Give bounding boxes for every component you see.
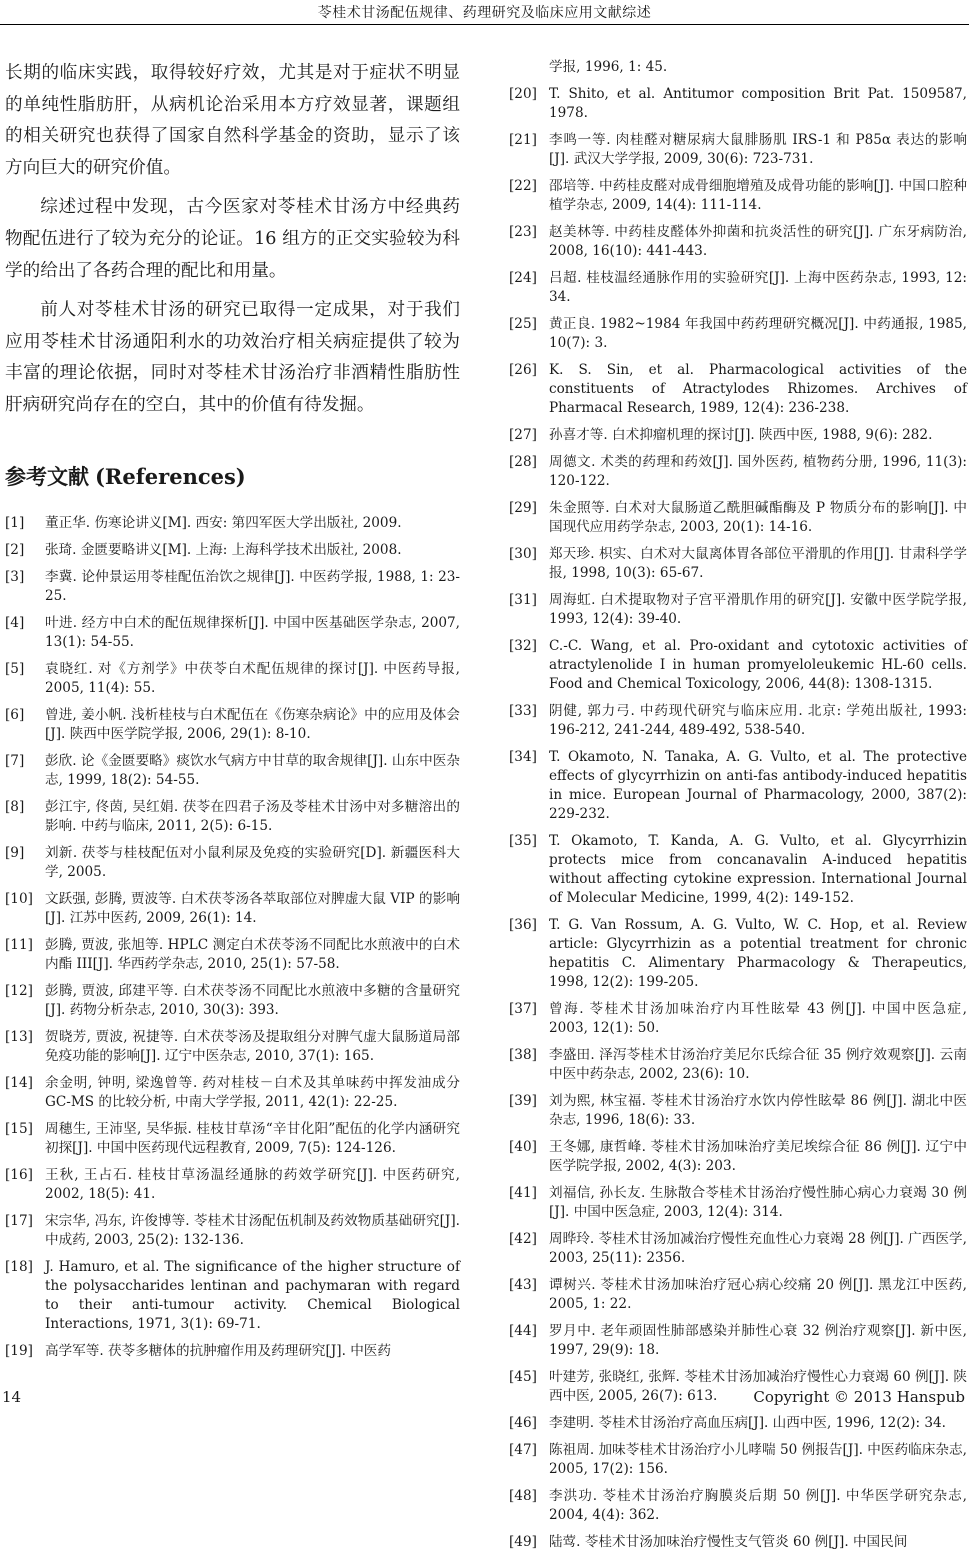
reference-number: [30] (509, 546, 537, 562)
reference-number: [16] (5, 1166, 33, 1183)
reference-text: T. Okamoto, N. Tanaka, A. G. Vulto, et al. The protective effects of glycyrrhizin on anti-fas antibody-induced hepatitis in mice. European Journal of Pharmacology, 2000, 387(2): 229-232. (549, 749, 967, 822)
reference-number: [42] (509, 1231, 537, 1247)
reference-item (509, 85, 967, 123)
header-divider (0, 24, 969, 25)
reference-text: 李鸣一等. 肉桂醛对糖尿病大鼠腓肠肌 IRS-1 和 P85α 表达的影响[J]. 武汉大学学报, 2009, 30(6): 723-731. (549, 132, 967, 167)
reference-text: 阴健, 郭力弓. 中药现代研究与临床应用. 北京: 学苑出版社, 1993: 196-212, 241-244, 489-492, 538-540. (549, 703, 967, 738)
reference-item (5, 1028, 460, 1066)
reference-number: [49] (509, 1534, 537, 1550)
reference-text: 李冀. 论仲景运用苓桂配伍治饮之规律[J]. 中医药学报, 1988, 1: 23-25. (45, 568, 460, 604)
reference-text: K. S. Sin, et al. Pharmacological activities of the constituents of Atractylodes Rhizomes. Archives of Pharmacal Research, 1989, 12(4): 236-238. (549, 362, 967, 416)
reference-text: 叶建芳, 张晓红, 张辉. 苓桂术甘汤加减治疗慢性心力衰竭 60 例[J]. 陕西中医, 2005, 26(7): 613. (549, 1369, 967, 1404)
reference-text: 周德文. 术类的药理和药效[J]. 国外医药, 植物药分册, 1996, 11(3): 120-122. (549, 454, 967, 489)
reference-item (509, 591, 967, 629)
reference-number: [34] (509, 749, 537, 765)
reference-number: [38] (509, 1047, 537, 1063)
reference-item (5, 844, 460, 882)
reference-number: [8] (5, 798, 25, 815)
reference-number: [5] (5, 660, 25, 677)
reference-number: [6] (5, 706, 25, 723)
reference-number: [18] (5, 1258, 33, 1275)
reference-item (509, 361, 967, 418)
reference-item (5, 936, 460, 974)
reference-text: 孙喜才等. 白术抑瘤机理的探讨[J]. 陕西中医, 1988, 9(6): 282. (549, 427, 933, 443)
reference-text: 刘新. 茯苓与桂枝配伍对小鼠利尿及免疫的实验研究[D]. 新疆医科大学, 2005. (45, 844, 460, 880)
reference-number: [31] (509, 592, 537, 608)
reference-item (5, 614, 460, 652)
reference-text: 李洪功. 苓桂术甘汤治疗胸膜炎后期 50 例[J]. 中华医学研究杂志, 2004, 4(4): 362. (549, 1488, 967, 1523)
reference-item (5, 1258, 460, 1334)
reference-text: 宋宗华, 冯东, 许俊博等. 苓桂术甘汤配伍机制及药效物质基础研究[J]. 中成药, 2003, 25(2): 132-136. (45, 1212, 460, 1248)
reference-continuation (509, 58, 967, 77)
reference-number: [15] (5, 1120, 33, 1137)
reference-item (5, 890, 460, 928)
reference-item (509, 426, 967, 445)
reference-text: 彭江宇, 佟茵, 吴红娟. 茯苓在四君子汤及苓桂术甘汤中对多糖溶出的影响. 中药与临床, 2011, 2(5): 6-15. (45, 798, 460, 834)
reference-number: [13] (5, 1028, 33, 1045)
reference-number: [48] (509, 1488, 537, 1504)
reference-number: [12] (5, 982, 33, 999)
reference-item (509, 177, 967, 215)
reference-number: [27] (509, 427, 537, 443)
reference-item (509, 1414, 967, 1433)
reference-number: [35] (509, 833, 537, 849)
reference-item (509, 499, 967, 537)
reference-text: 赵美林等. 中药桂皮醛体外抑菌和抗炎活性的研究[J]. 广东牙病防治, 2008, 16(10): 441-443. (549, 224, 967, 259)
reference-item (509, 702, 967, 740)
reference-number: [33] (509, 703, 537, 719)
reference-item (5, 1074, 460, 1112)
reference-text: 袁晓红. 对《方剂学》中茯苓白术配伍规律的探讨[J]. 中医药导报, 2005, 11(4): 55. (45, 660, 460, 696)
reference-item (5, 568, 460, 606)
reference-item (509, 1138, 967, 1176)
left-column (5, 58, 460, 1369)
reference-item (509, 1046, 967, 1084)
reference-item (5, 1166, 460, 1204)
right-column (509, 58, 967, 1560)
reference-number: [46] (509, 1415, 537, 1431)
reference-number: [37] (509, 1001, 537, 1017)
reference-text: 曾海. 苓桂术甘汤加味治疗内耳性眩晕 43 例[J]. 中国中医急症, 2003, 12(1): 50. (549, 1001, 967, 1036)
reference-number: [23] (509, 224, 537, 240)
references-heading-en: (References) (95, 463, 246, 489)
reference-number: [10] (5, 890, 33, 907)
reference-number: [25] (509, 316, 537, 332)
reference-item (509, 1184, 967, 1222)
reference-number: [2] (5, 541, 25, 558)
reference-number: [43] (509, 1277, 537, 1293)
reference-number: [39] (509, 1093, 537, 1109)
references-heading-zh: 参考文献 (5, 463, 89, 489)
reference-text: T. Okamoto, T. Kanda, A. G. Vulto, et al. Glycyrrhizin protects mice from concanavalin A-induced hepatitis without affecting cytokine expression. International Journal of Molecular Medicine, 1999, 4(2): 149-152. (549, 833, 967, 906)
reference-number: [24] (509, 270, 537, 286)
reference-item (5, 541, 460, 560)
reference-text: 吕超. 桂枝温经通脉作用的实验研究[J]. 上海中医药杂志, 1993, 12: 34. (549, 270, 967, 305)
reference-text: T. G. Van Rossum, A. G. Vulto, W. C. Hop, et al. Review article: Glycyrrhizin as a potential treatment for chronic hepatitis C. Alimentary Pharmacology & Therapeutics, 1998, 12(2): 199-205. (549, 917, 967, 990)
reference-text: 罗月中. 老年顽固性肺部感染并肺性心衰 32 例治疗观察[J]. 新中医, 1997, 29(9): 18. (549, 1323, 967, 1358)
reference-text: 刘为熙, 林宝福. 苓桂术甘汤治疗水饮内停性眩晕 86 例[J]. 湖北中医杂志, 1996, 18(6): 33. (549, 1093, 967, 1128)
reference-number: [47] (509, 1442, 537, 1458)
page-number: 14 (2, 1388, 22, 1406)
reference-text: 郑天珍. 枳实、白术对大鼠离体胃各部位平滑肌的作用[J]. 甘肃科学学报, 1998, 10(3): 65-67. (549, 546, 967, 581)
reference-item (509, 748, 967, 824)
reference-text: 彭欣. 论《金匮要略》痰饮水气病方中甘草的取舍规律[J]. 山东中医杂志, 1999, 18(2): 54-55. (45, 752, 460, 788)
reference-number: [28] (509, 454, 537, 470)
reference-text: 刘福信, 孙长友. 生脉散合苓桂术甘汤治疗慢性肺心病心力衰竭 30 例[J]. 中国中医急症, 2003, 12(4): 314. (549, 1185, 967, 1220)
reference-item (5, 706, 460, 744)
reference-number: [41] (509, 1185, 537, 1201)
reference-number: [1] (5, 514, 25, 531)
reference-number: [7] (5, 752, 25, 769)
reference-item (509, 1487, 967, 1525)
reference-item (509, 545, 967, 583)
reference-item (509, 916, 967, 992)
reference-text: 朱金照等. 白术对大鼠肠道乙酰胆碱酯酶及 P 物质分布的影响[J]. 中国现代应用药学杂志, 2003, 20(1): 14-16. (549, 500, 967, 535)
reference-number: [44] (509, 1323, 537, 1339)
reference-item (5, 1342, 460, 1361)
reference-text: 邵培等. 中药桂皮醛对成骨细胞增殖及成骨功能的影响[J]. 中国口腔种植学杂志, 2009, 14(4): 111-114. (549, 178, 967, 213)
reference-item (5, 752, 460, 790)
reference-number: [32] (509, 638, 537, 654)
reference-number: [3] (5, 568, 25, 585)
reference-text: 曾进, 姜小帆. 浅析桂枝与白术配伍在《伤寒杂病论》中的应用及体会[J]. 陕西中医学院学报, 2006, 29(1): 8-10. (45, 706, 460, 742)
reference-text: 张琦. 金匮要略讲义[M]. 上海: 上海科学技术出版社, 2008. (45, 541, 402, 558)
reference-text: 高学军等. 茯苓多糖体的抗肿瘤作用及药理研究[J]. 中医药 (45, 1342, 391, 1359)
reference-item (509, 1322, 967, 1360)
reference-text: J. Hamuro, et al. The significance of the higher structure of the polysaccharides lentinan and pachymaran with regard to their anti-tumour activity. Chemical Biological Interactions, 1971, 3(1): 69-71. (45, 1258, 460, 1332)
reference-text: 学报, 1996, 1: 45. (549, 59, 668, 75)
reference-item (509, 637, 967, 694)
reference-number: [29] (509, 500, 537, 516)
reference-text: 贺晓芳, 贾波, 祝捷等. 白术茯苓汤及提取组分对脾气虚大鼠肠道局部免疫功能的影响[J]. 辽宁中医杂志, 2010, 37(1): 165. (45, 1028, 460, 1064)
reference-item (5, 514, 460, 533)
reference-item (509, 1092, 967, 1130)
reference-item (509, 315, 967, 353)
reference-item (509, 1230, 967, 1268)
reference-item (509, 832, 967, 908)
reference-text: C.-C. Wang, et al. Pro-oxidant and cytotoxic activities of atractylenolide I in human promyeloleukemic HL-60 cells. Food and Chemical Toxicology, 2006, 44(8): 1308-1315. (549, 638, 967, 692)
reference-text: 谭树兴. 苓桂术甘汤加味治疗冠心病心绞痛 20 例[J]. 黑龙江中医药, 2005, 1: 22. (549, 1277, 967, 1312)
reference-number: [45] (509, 1369, 537, 1385)
reference-text: 黄正良. 1982~1984 年我国中药药理研究概况[J]. 中药通报, 1985, 10(7): 3. (549, 316, 967, 351)
reference-text: 王冬娜, 康哲峰. 苓桂术甘汤加味治疗美尼埃综合征 86 例[J]. 辽宁中医学院学报, 2002, 4(3): 203. (549, 1139, 967, 1174)
body-paragraph: 前人对苓桂术甘汤的研究已取得一定成果，对于我们应用苓桂术甘汤通阳利水的功效治疗相关病症提供了较为丰富的理论依据，同时对苓桂术甘汤治疗非酒精性脂肪性肝病研究尚存在的空白，其中的价值有待发掘。 (5, 300, 460, 415)
reference-text: 陆莺. 苓桂术甘汤加味治疗慢性支气管炎 60 例[J]. 中国民间 (549, 1534, 908, 1550)
references-heading (5, 464, 460, 490)
reference-item (5, 1212, 460, 1250)
reference-text: 叶进. 经方中白术的配伍规律探析[J]. 中国中医基础医学杂志, 2007, 13(1): 54-55. (45, 614, 460, 650)
reference-text: 陈祖周. 加味苓桂术甘汤治疗小儿哮喘 50 例报告[J]. 中医药临床杂志, 2005, 17(2): 156. (549, 1442, 967, 1477)
reference-number: [19] (5, 1342, 33, 1359)
reference-text: 周穗生, 王沛坚, 吴华振. 桂枝甘草汤“辛甘化阳”配伍的化学内涵研究初探[J]. 中国中医药现代远程教育, 2009, 7(5): 124-126. (45, 1120, 460, 1156)
reference-item (5, 1120, 460, 1158)
reference-number: [36] (509, 917, 537, 933)
reference-item (509, 1441, 967, 1479)
reference-text: 董正华. 伤寒论讲义[M]. 西安: 第四军医大学出版社, 2009. (45, 514, 402, 531)
reference-item (509, 1276, 967, 1314)
reference-text: 李盛田. 泽泻苓桂术甘汤治疗美尼尔氏综合征 35 例疗效观察[J]. 云南中医中药杂志, 2002, 23(6): 10. (549, 1047, 967, 1082)
reference-item (509, 223, 967, 261)
reference-number: [40] (509, 1139, 537, 1155)
reference-list-left (5, 514, 460, 1361)
reference-text: 彭腾, 贾波, 张旭等. HPLC 测定白术茯苓汤不同配比水煎液中的白术内酯 III[J]. 华西药学杂志, 2010, 25(1): 57-58. (45, 936, 460, 972)
reference-text: T. Shito, et al. Antitumor composition Brit Pat. 1509587, 1978. (549, 86, 967, 121)
reference-text: 周海虹. 白术提取物对子宫平滑肌作用的研究[J]. 安徽中医学院学报, 1993, 12(4): 39-40. (549, 592, 967, 627)
reference-number: [9] (5, 844, 25, 861)
reference-number: [20] (509, 86, 537, 102)
body-paragraph: 综述过程中发现，古今医家对苓桂术甘汤方中经典药物配伍进行了较为充分的论证。16 组方的正交实验较为科学的给出了各药合理的配比和用量。 (5, 197, 460, 281)
reference-number: [26] (509, 362, 537, 378)
reference-text: 文跃强, 彭腾, 贾波等. 白术茯苓汤各萃取部位对脾虚大鼠 VIP 的影响[J]. 江苏中医药, 2009, 26(1): 14. (45, 890, 460, 926)
reference-list-right (509, 85, 967, 1552)
reference-text: 彭腾, 贾波, 邱建平等. 白术茯苓汤不同配比水煎液中多糖的含量研究[J]. 药物分析杂志, 2010, 30(3): 393. (45, 982, 460, 1018)
body-paragraph: 长期的临床实践，取得较好疗效，尤其是对于症状不明显的单纯性脂肪肝，从病机论治采用本方疗效显著，课题组的相关研究也获得了国家自然科学基金的资助，显示了该方向巨大的研究价值。 (5, 63, 460, 178)
reference-text: 周晔玲. 苓桂术甘汤加减治疗慢性充血性心力衰竭 28 例[J]. 广西医学, 2003, 25(11): 2356. (549, 1231, 967, 1266)
reference-item (5, 660, 460, 698)
reference-item (5, 798, 460, 836)
reference-number: [22] (509, 178, 537, 194)
reference-number: [17] (5, 1212, 33, 1229)
reference-item (509, 131, 967, 169)
reference-text: 李建明. 苓桂术甘汤治疗高血压病[J]. 山西中医, 1996, 12(2): 34. (549, 1415, 946, 1431)
reference-item (509, 1533, 967, 1552)
reference-item (509, 269, 967, 307)
reference-text: 余金明, 钟明, 梁逸曾等. 药对桂枝－白术及其单味药中挥发油成分 GC-MS 的比较分析, 中南大学学报, 2011, 42(1): 22-25. (45, 1074, 460, 1110)
reference-number: [11] (5, 936, 33, 953)
reference-item (509, 1000, 967, 1038)
copyright-notice: Copyright © 2013 Hanspub (753, 1388, 965, 1406)
reference-item (5, 982, 460, 1020)
reference-text: 王秋, 王占石. 桂枝甘草汤温经通脉的药效学研究[J]. 中医药研究, 2002, 18(5): 41. (45, 1166, 460, 1202)
reference-number: [4] (5, 614, 25, 631)
running-header: 苓桂术甘汤配伍规律、药理研究及临床应用文献综述 (317, 5, 652, 21)
reference-number: [14] (5, 1074, 33, 1091)
reference-number: [21] (509, 132, 537, 148)
reference-item (509, 453, 967, 491)
